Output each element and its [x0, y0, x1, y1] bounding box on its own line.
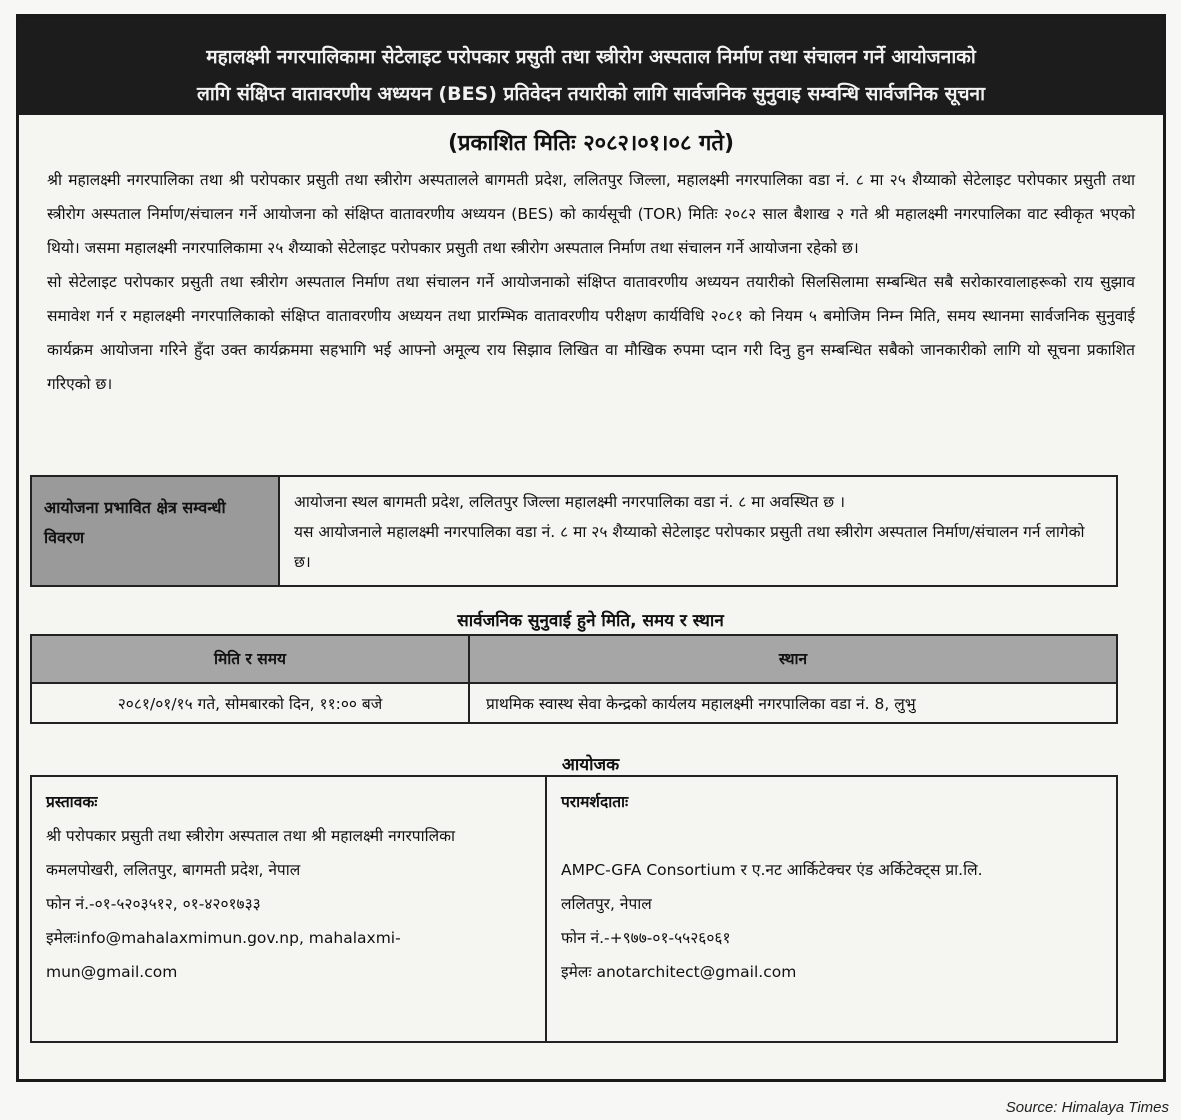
proponent-label: प्रस्तावकः	[46, 793, 98, 811]
paragraph-intro: श्री महालक्ष्मी नगरपालिका तथा श्री परोपकार प्रसुती तथा स्त्रीरोग अस्पतालले बागमती प्रदेश, ललितपुर जिल्ला, महालक्ष्मी नगरपालिका वडा नं. ८ मा २५ शैय्याको सेटेलाइट परोपकार प्रसुती तथा स्त्रीरोग अस्पताल निर्माण/संचालन गर्ने आयोजना को संक्षिप्त वातावरणीय अध्ययन (BES) को कार्यसूची (TOR) मितिः २०८२ साल बैशाख २ गते श्री महालक्ष्मी नगरपालिका वाट स्वीकृत भएको थियो। जसमा महालक्ष्मी नगरपालिकामा २५ शैय्याको सेटेलाइट परोपकार प्रसुती तथा स्त्रीरोग अस्पताल निर्माण तथा संचालन गर्ने आयोजना रहेको छ।	[47, 171, 1135, 257]
published-date: (प्रकाशित मितिः २०८२।०१।०८ गते)	[447, 131, 735, 156]
title-line-1: महालक्ष्मी नगरपालिकामा सेटेलाइट परोपकार प्रसुती तथा स्त्रीरोग अस्पताल निर्माण तथा संचालन गर्ने आयोजनाको	[206, 46, 976, 68]
project-area-line-2: यस आयोजनाले महालक्ष्मी नगरपालिका वडा नं. ८ मा २५ शैय्याको सेटेलाइट परोपकार प्रसुती तथा स्त्रीरोग अस्पताल निर्माण/संचालन गर्न लागेको छ।	[294, 523, 1085, 571]
project-area-line-1: आयोजना स्थल बागमती प्रदेश, ललितपुर जिल्ला महालक्ष्मी नगरपालिका वडा नं. ८ मा अवस्थित छ ।	[294, 493, 845, 511]
project-area-details	[280, 477, 1116, 585]
hearing-heading: सार्वजनिक सुनुवाई हुने मिति, समय र स्थान	[457, 611, 724, 631]
organizer-heading: आयोजक	[561, 755, 620, 775]
consultant-name: AMPC-GFA Consortium र ए.नट आर्किटेक्चर एंड अर्किटेक्ट्स प्रा.लि.	[561, 861, 983, 879]
cell-venue: प्राथमिक स्वास्थ सेवा केन्द्रको कार्यलय महालक्ष्मी नगरपालिका वडा नं. 8, लुभु	[470, 682, 1116, 722]
organizer-box	[30, 775, 1118, 1043]
consultant-phone: फोन नं.-+९७७-०१-५५२६०६१	[561, 929, 731, 947]
project-area-box	[30, 475, 1118, 587]
project-area-heading: आयोजना प्रभावित क्षेत्र सम्वन्धी विवरण	[32, 477, 280, 585]
source-credit: Source: Himalaya Times	[1005, 1099, 1169, 1116]
consultant-label: परामर्शदाताः	[561, 793, 629, 811]
consultant-column	[547, 777, 1116, 1041]
table-header-row	[32, 636, 1116, 682]
proponent-address: कमलपोखरी, ललितपुर, बागमती प्रदेश, नेपाल	[46, 861, 301, 879]
consultant-address: ललितपुर, नेपाल	[561, 895, 652, 913]
hearing-table	[30, 634, 1118, 724]
proponent-column	[32, 777, 547, 1041]
header-venue: स्थान	[470, 636, 1116, 682]
table-row	[32, 682, 1116, 722]
consultant-email: इमेलः anotarchitect@gmail.com	[561, 963, 797, 981]
paragraph-hearing-purpose: सो सेटेलाइट परोपकार प्रसुती तथा स्त्रीरोग अस्पताल निर्माण तथा संचालन गर्ने आयोजनाको संक्षिप्त वातावरणीय अध्ययन तयारीको सिलसिलामा सम्बन्धित सबै सरोकारवालाहरूको राय सुझाव समावेश गर्न र महालक्ष्मी नगरपालिकाको संक्षिप्त वातावरणीय अध्ययन तथा प्रारम्भिक वातावरणीय परीक्षण कार्यविधि २०८१ को नियम ५ बमोजिम निम्न मिति, समय स्थानमा सार्वजनिक सुनुवाई कार्यक्रम आयोजना गरिने हुँदा उक्त कार्यक्रममा सहभागि भई आफ्नो अमूल्य राय सिझाव लिखित वा मौखिक रुपमा प्दान गरी दिनु हुन सम्बन्धित सबैको जानकारीको लागि यो सूचना प्रकाशित गरिएको छ।	[47, 273, 1135, 393]
spacer	[561, 819, 1102, 853]
proponent-email: इमेलःinfo@mahalaxmimun.gov.np, mahalaxmi-mun@gmail.com	[46, 929, 401, 981]
proponent-name: श्री परोपकार प्रसुती तथा स्त्रीरोग अस्पताल तथा श्री महालक्ष्मी नगरपालिका	[46, 827, 456, 845]
title-line-2: लागि संक्षिप्त वातावरणीय अध्ययन (BES) प्रतिवेदन तयारीको लागि सार्वजनिक सुनुवाइ सम्वन्धि सार्वजनिक सूचना	[196, 83, 986, 105]
header-date-time: मिति र समय	[32, 636, 470, 682]
notice-title-banner	[19, 17, 1163, 115]
proponent-phone: फोन नं.-०१-५२०३५१२, ०१-४२०१७३३	[46, 895, 261, 913]
cell-date-time: २०८१/०१/१५ गते, सोमबारको दिन, ११:०० बजे	[32, 682, 470, 722]
